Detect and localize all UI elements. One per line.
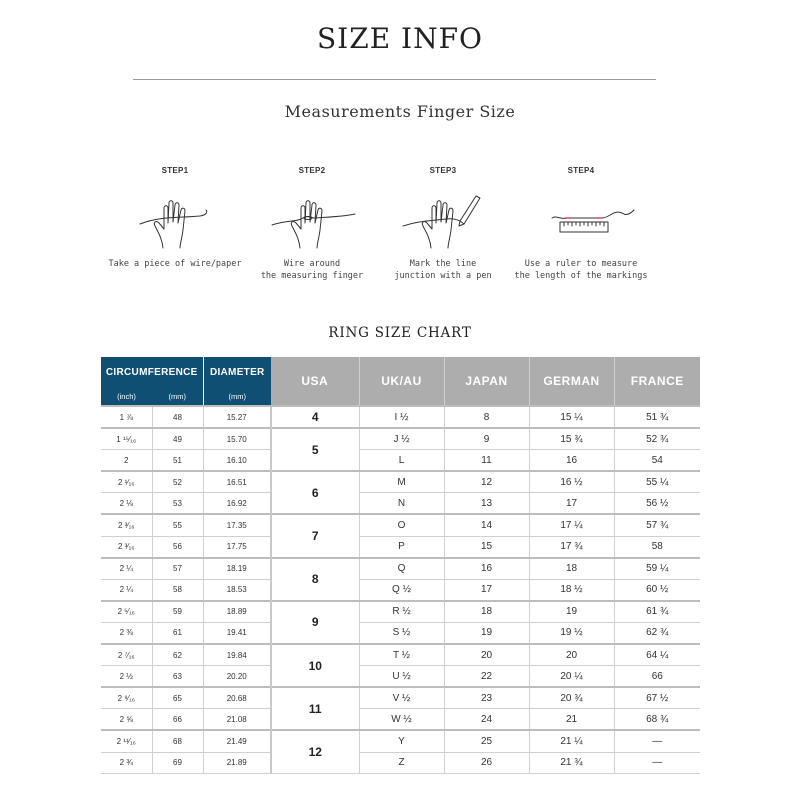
measurement-steps bbox=[100, 166, 700, 296]
cell-japan: 15 bbox=[444, 536, 529, 558]
step-label: STEP3 bbox=[429, 166, 457, 175]
cell-circumference-mm: 61 bbox=[152, 622, 203, 644]
header-ukau: UK/AU bbox=[359, 357, 444, 406]
cell-diameter: 18.89 bbox=[203, 601, 271, 623]
page-title: SIZE INFO bbox=[317, 22, 483, 55]
title-divider bbox=[133, 79, 656, 80]
cell-circumference-mm: 55 bbox=[152, 514, 203, 536]
cell-diameter: 16.10 bbox=[203, 450, 271, 472]
header-france: FRANCE bbox=[614, 357, 700, 406]
cell-japan: 14 bbox=[444, 514, 529, 536]
cell-circumference-inch: 2 ³⁄₁₆ bbox=[101, 514, 152, 536]
cell-france: 54 bbox=[614, 450, 700, 472]
cell-german: 21 ¼ bbox=[529, 730, 614, 752]
header-japan: JAPAN bbox=[444, 357, 529, 406]
cell-japan: 9 bbox=[444, 428, 529, 450]
cell-circumference-mm: 63 bbox=[152, 666, 203, 688]
cell-france: 62 ¾ bbox=[614, 622, 700, 644]
cell-diameter: 19.41 bbox=[203, 622, 271, 644]
step-caption: Mark the line junction with a pen bbox=[394, 259, 492, 281]
cell-circumference-inch: 2 ⁹⁄₁₆ bbox=[101, 687, 152, 709]
cell-circumference-inch: 2 ⁵⁄₁₆ bbox=[101, 601, 152, 623]
step-label: STEP4 bbox=[567, 166, 595, 175]
cell-ukau: J ½ bbox=[359, 428, 444, 450]
cell-diameter: 21.49 bbox=[203, 730, 271, 752]
size-table-body bbox=[101, 406, 700, 773]
header-circumference-mm: (mm) bbox=[152, 387, 203, 406]
cell-circumference-inch: 2 ¹⁄₁₆ bbox=[101, 471, 152, 493]
cell-circumference-inch: 2 ⅛ bbox=[101, 493, 152, 515]
cell-france: 56 ½ bbox=[614, 493, 700, 515]
cell-france: 59 ¼ bbox=[614, 558, 700, 580]
cell-ukau: N bbox=[359, 493, 444, 515]
table-row bbox=[101, 752, 700, 773]
cell-german: 20 ¾ bbox=[529, 687, 614, 709]
cell-ukau: Y bbox=[359, 730, 444, 752]
cell-diameter: 16.51 bbox=[203, 471, 271, 493]
cell-german: 17 ¾ bbox=[529, 536, 614, 558]
cell-japan: 8 bbox=[444, 406, 529, 428]
cell-japan: 18 bbox=[444, 601, 529, 623]
table-row bbox=[101, 622, 700, 644]
cell-german: 18 bbox=[529, 558, 614, 580]
step-3 bbox=[368, 166, 518, 282]
cell-ukau: W ½ bbox=[359, 709, 444, 731]
cell-ukau: Q bbox=[359, 558, 444, 580]
cell-circumference-inch: 2 ³⁄₁₆ bbox=[101, 536, 152, 558]
cell-ukau: I ½ bbox=[359, 406, 444, 428]
table-row bbox=[101, 428, 700, 450]
cell-france: 67 ½ bbox=[614, 687, 700, 709]
cell-circumference-mm: 65 bbox=[152, 687, 203, 709]
cell-circumference-mm: 66 bbox=[152, 709, 203, 731]
cell-ukau: S ½ bbox=[359, 622, 444, 644]
cell-japan: 17 bbox=[444, 579, 529, 601]
step-caption: Take a piece of wire/paper bbox=[108, 259, 242, 269]
step-caption: Use a ruler to measure the length of the markings bbox=[514, 259, 648, 281]
cell-diameter: 18.53 bbox=[203, 579, 271, 601]
cell-japan: 22 bbox=[444, 666, 529, 688]
cell-circumference-inch: 2 ¹¹⁄₁₆ bbox=[101, 730, 152, 752]
cell-japan: 12 bbox=[444, 471, 529, 493]
cell-france: 64 ¼ bbox=[614, 644, 700, 666]
cell-usa: 10 bbox=[271, 644, 359, 687]
cell-japan: 23 bbox=[444, 687, 529, 709]
cell-diameter: 17.75 bbox=[203, 536, 271, 558]
cell-usa: 11 bbox=[271, 687, 359, 730]
cell-usa: 6 bbox=[271, 471, 359, 514]
cell-diameter: 19.84 bbox=[203, 644, 271, 666]
cell-circumference-inch: 2 ¾ bbox=[101, 752, 152, 773]
cell-france: 55 ¼ bbox=[614, 471, 700, 493]
cell-circumference-mm: 57 bbox=[152, 558, 203, 580]
cell-diameter: 18.19 bbox=[203, 558, 271, 580]
cell-france: — bbox=[614, 752, 700, 773]
header-diameter: DIAMETER bbox=[203, 357, 271, 387]
cell-circumference-inch: 1 ⅞ bbox=[101, 406, 152, 428]
cell-france: 57 ¾ bbox=[614, 514, 700, 536]
cell-japan: 25 bbox=[444, 730, 529, 752]
cell-german: 21 ¾ bbox=[529, 752, 614, 773]
cell-ukau: Z bbox=[359, 752, 444, 773]
cell-usa: 9 bbox=[271, 601, 359, 644]
cell-german: 15 ¾ bbox=[529, 428, 614, 450]
cell-usa: 8 bbox=[271, 558, 359, 601]
cell-japan: 19 bbox=[444, 622, 529, 644]
table-row bbox=[101, 730, 700, 752]
cell-japan: 13 bbox=[444, 493, 529, 515]
cell-france: 51 ¾ bbox=[614, 406, 700, 428]
cell-circumference-mm: 62 bbox=[152, 644, 203, 666]
cell-german: 17 ¼ bbox=[529, 514, 614, 536]
cell-japan: 16 bbox=[444, 558, 529, 580]
cell-france: 60 ½ bbox=[614, 579, 700, 601]
cell-german: 19 bbox=[529, 601, 614, 623]
cell-france: 68 ¾ bbox=[614, 709, 700, 731]
cell-diameter: 20.68 bbox=[203, 687, 271, 709]
table-row bbox=[101, 558, 700, 580]
cell-german: 16 ½ bbox=[529, 471, 614, 493]
cell-ukau: M bbox=[359, 471, 444, 493]
step-label: STEP2 bbox=[298, 166, 326, 175]
cell-german: 19 ½ bbox=[529, 622, 614, 644]
cell-france: 66 bbox=[614, 666, 700, 688]
cell-diameter: 21.89 bbox=[203, 752, 271, 773]
cell-circumference-inch: 2 ¼ bbox=[101, 579, 152, 601]
cell-france: — bbox=[614, 730, 700, 752]
cell-ukau: R ½ bbox=[359, 601, 444, 623]
cell-circumference-mm: 52 bbox=[152, 471, 203, 493]
header-usa: USA bbox=[271, 357, 359, 406]
step-2 bbox=[237, 166, 387, 282]
step-1 bbox=[100, 166, 250, 270]
cell-circumference-inch: 2 ⁷⁄₁₆ bbox=[101, 644, 152, 666]
cell-ukau: Q ½ bbox=[359, 579, 444, 601]
table-row bbox=[101, 536, 700, 558]
table-row bbox=[101, 406, 700, 428]
table-row bbox=[101, 709, 700, 731]
cell-japan: 26 bbox=[444, 752, 529, 773]
cell-diameter: 15.70 bbox=[203, 428, 271, 450]
hand-with-pen-icon bbox=[368, 178, 518, 258]
cell-diameter: 15.27 bbox=[203, 406, 271, 428]
cell-diameter: 17.35 bbox=[203, 514, 271, 536]
table-row bbox=[101, 450, 700, 472]
step-4 bbox=[506, 166, 656, 282]
ring-size-table bbox=[101, 357, 700, 774]
cell-ukau: L bbox=[359, 450, 444, 472]
cell-circumference-mm: 68 bbox=[152, 730, 203, 752]
table-row bbox=[101, 687, 700, 709]
cell-usa: 7 bbox=[271, 514, 359, 557]
cell-diameter: 21.08 bbox=[203, 709, 271, 731]
wire-around-finger-icon bbox=[237, 178, 387, 258]
cell-circumference-mm: 48 bbox=[152, 406, 203, 428]
cell-diameter: 20.20 bbox=[203, 666, 271, 688]
table-row bbox=[101, 579, 700, 601]
cell-circumference-inch: 2 ¼ bbox=[101, 558, 152, 580]
cell-usa: 12 bbox=[271, 730, 359, 773]
cell-usa: 4 bbox=[271, 406, 359, 428]
step-label: STEP1 bbox=[161, 166, 189, 175]
hand-with-wire-icon bbox=[100, 178, 250, 258]
step-caption: Wire around the measuring finger bbox=[260, 259, 364, 281]
table-row bbox=[101, 644, 700, 666]
cell-circumference-inch: 2 bbox=[101, 450, 152, 472]
cell-usa: 5 bbox=[271, 428, 359, 471]
cell-german: 16 bbox=[529, 450, 614, 472]
cell-circumference-mm: 53 bbox=[152, 493, 203, 515]
section-subtitle: Measurements Finger Size bbox=[284, 102, 516, 121]
cell-circumference-inch: 2 ⅜ bbox=[101, 622, 152, 644]
cell-japan: 24 bbox=[444, 709, 529, 731]
cell-circumference-mm: 49 bbox=[152, 428, 203, 450]
cell-ukau: O bbox=[359, 514, 444, 536]
table-row bbox=[101, 666, 700, 688]
table-row bbox=[101, 471, 700, 493]
cell-circumference-inch: 2 ½ bbox=[101, 666, 152, 688]
cell-german: 15 ¼ bbox=[529, 406, 614, 428]
cell-ukau: P bbox=[359, 536, 444, 558]
cell-diameter: 16.92 bbox=[203, 493, 271, 515]
cell-circumference-mm: 69 bbox=[152, 752, 203, 773]
cell-circumference-mm: 59 bbox=[152, 601, 203, 623]
ruler-icon bbox=[506, 178, 656, 258]
header-circumference: CIRCUMFERENCE bbox=[101, 357, 203, 387]
cell-german: 21 bbox=[529, 709, 614, 731]
header-german: GERMAN bbox=[529, 357, 614, 406]
cell-german: 20 ¼ bbox=[529, 666, 614, 688]
cell-german: 20 bbox=[529, 644, 614, 666]
cell-circumference-mm: 56 bbox=[152, 536, 203, 558]
cell-circumference-mm: 58 bbox=[152, 579, 203, 601]
cell-german: 18 ½ bbox=[529, 579, 614, 601]
cell-ukau: V ½ bbox=[359, 687, 444, 709]
table-row bbox=[101, 493, 700, 515]
cell-france: 52 ¾ bbox=[614, 428, 700, 450]
cell-circumference-inch: 1 ¹⁵⁄₁₆ bbox=[101, 428, 152, 450]
header-circumference-inch: (inch) bbox=[101, 387, 152, 406]
cell-ukau: T ½ bbox=[359, 644, 444, 666]
cell-japan: 20 bbox=[444, 644, 529, 666]
cell-german: 17 bbox=[529, 493, 614, 515]
cell-circumference-mm: 51 bbox=[152, 450, 203, 472]
chart-title: RING SIZE CHART bbox=[328, 325, 472, 341]
cell-circumference-inch: 2 ⅝ bbox=[101, 709, 152, 731]
cell-france: 58 bbox=[614, 536, 700, 558]
cell-ukau: U ½ bbox=[359, 666, 444, 688]
cell-france: 61 ¾ bbox=[614, 601, 700, 623]
table-row bbox=[101, 514, 700, 536]
table-row bbox=[101, 601, 700, 623]
cell-japan: 11 bbox=[444, 450, 529, 472]
header-diameter-mm: (mm) bbox=[203, 387, 271, 406]
